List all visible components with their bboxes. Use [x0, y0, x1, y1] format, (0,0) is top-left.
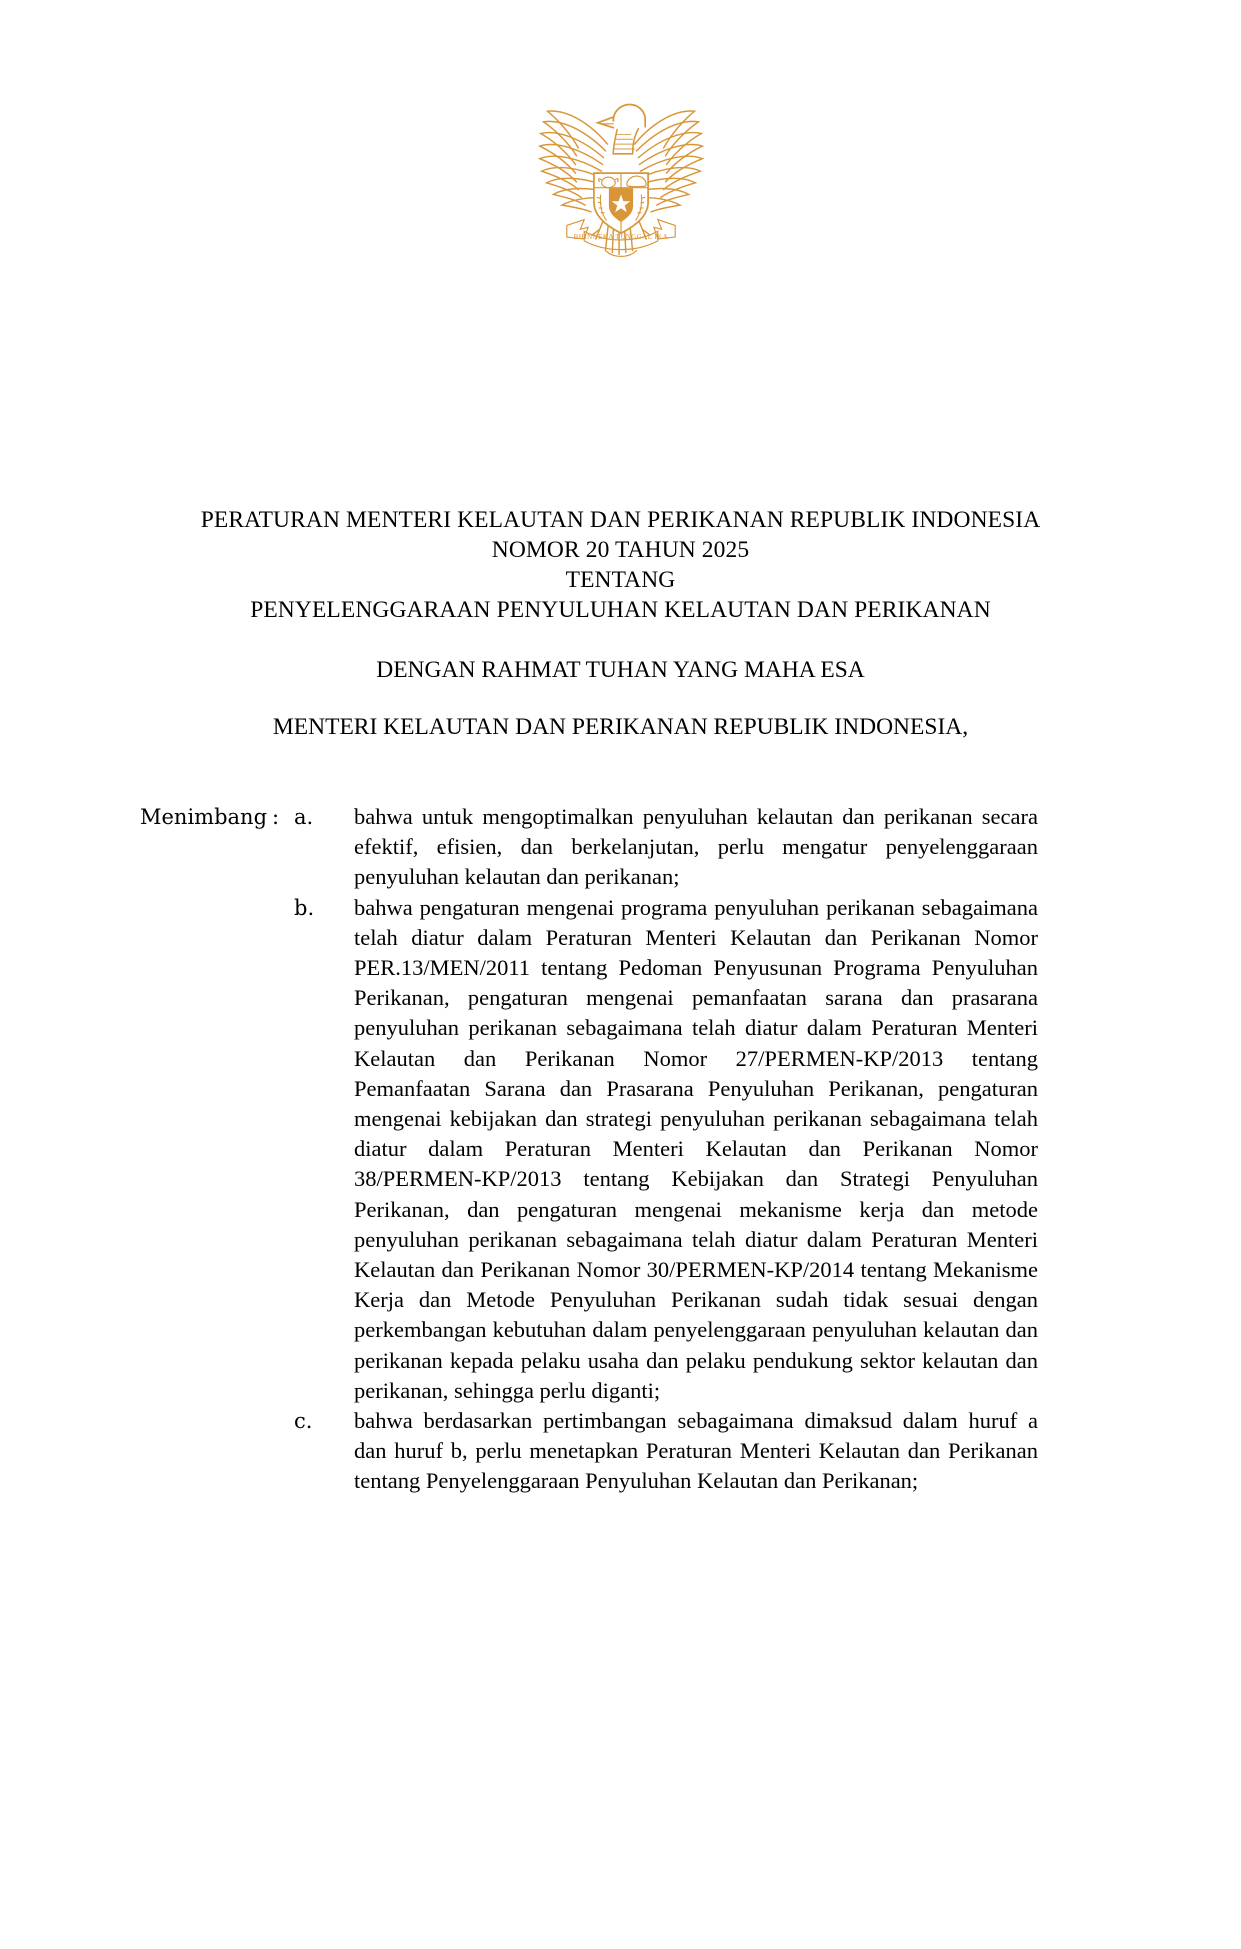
considerans-item-b [0, 893, 1241, 1406]
authority-line: MENTERI KELAUTAN DAN PERIKANAN REPUBLIK INDONESIA, [272, 714, 969, 740]
regulation-subject: PENYELENGGARAAN PENYULUHAN KELAUTAN DAN PERIKANAN [250, 597, 991, 623]
considerans-text-a: bahwa untuk mengoptimalkan penyuluhan kelautan dan perikanan secara efektif, efisien, dan berkelanjutan, perlu mengatur penyelenggaraan penyuluhan kelautan dan perikanan; [354, 804, 1038, 890]
considerans-colon: : [272, 805, 280, 829]
title-block [0, 505, 1241, 625]
emblem-container [0, 88, 1241, 268]
considerans-marker-a: a. [294, 805, 314, 829]
considerans-label: Menimbang [140, 805, 268, 829]
considerans-marker-c: c. [294, 1409, 313, 1434]
considerans-section [0, 802, 1241, 1497]
considerans-item-a [0, 802, 1241, 893]
considerans-marker-b: b. [294, 895, 315, 920]
regulation-number: NOMOR 20 TAHUN 2025 [491, 537, 750, 563]
considerans-text-c: bahwa berdasarkan pertimbangan sebagaimana dimaksud dalam huruf a dan huruf b, perlu menetapkan Peraturan Menteri Kelautan dan Perikanan tentang Penyelenggaraan Penyuluhan Kelautan dan Perikanan; [354, 1408, 1038, 1494]
about-label: TENTANG [565, 567, 676, 593]
considerans-item-c [0, 1406, 1241, 1497]
emblem-motto-text: BHINNEKA TUNGGAL IKA [573, 232, 668, 241]
invocation-line: DENGAN RAHMAT TUHAN YANG MAHA ESA [376, 657, 865, 683]
garuda-pancasila-emblem [523, 88, 719, 268]
page-title: PERATURAN MENTERI KELAUTAN DAN PERIKANAN REPUBLIK INDONESIA [200, 507, 1041, 533]
considerans-text-b: bahwa pengaturan mengenai programa penyuluhan perikanan sebagaimana telah diatur dalam Peraturan Menteri Kelautan dan Perikanan Nomor PER.13/MEN/2011 tentang Pedoman Penyusunan Programa Penyuluhan Perikanan, pengaturan mengenai pemanfaatan sarana dan prasarana penyuluhan perikanan sebagaimana telah diatur dalam Peraturan Menteri Kelautan dan Perikanan Nomor 27/PERMEN-KP/2013 tentang Pemanfaatan Sarana dan Prasarana Penyuluhan Perikanan, pengaturan mengenai kebijakan dan strategi penyuluhan perikanan sebagaimana telah diatur dalam Peraturan Menteri Kelautan dan Perikanan Nomor 38/PERMEN-KP/2013 tentang Kebijakan dan Strategi Penyuluhan Perikanan, dan pengaturan mengenai mekanisme kerja dan metode penyuluhan perikanan sebagaimana telah diatur dalam Peraturan Menteri Kelautan dan Perikanan Nomor 30/PERMEN-KP/2014 tentang Mekanisme Kerja dan Metode Penyuluhan Perikanan sudah tidak sesuai dengan perkembangan kebutuhan dalam penyelenggaraan penyuluhan kelautan dan perikanan kepada pelaku usaha dan pelaku pendukung sektor kelautan dan perikanan, sehingga perlu diganti; [354, 894, 1038, 1403]
